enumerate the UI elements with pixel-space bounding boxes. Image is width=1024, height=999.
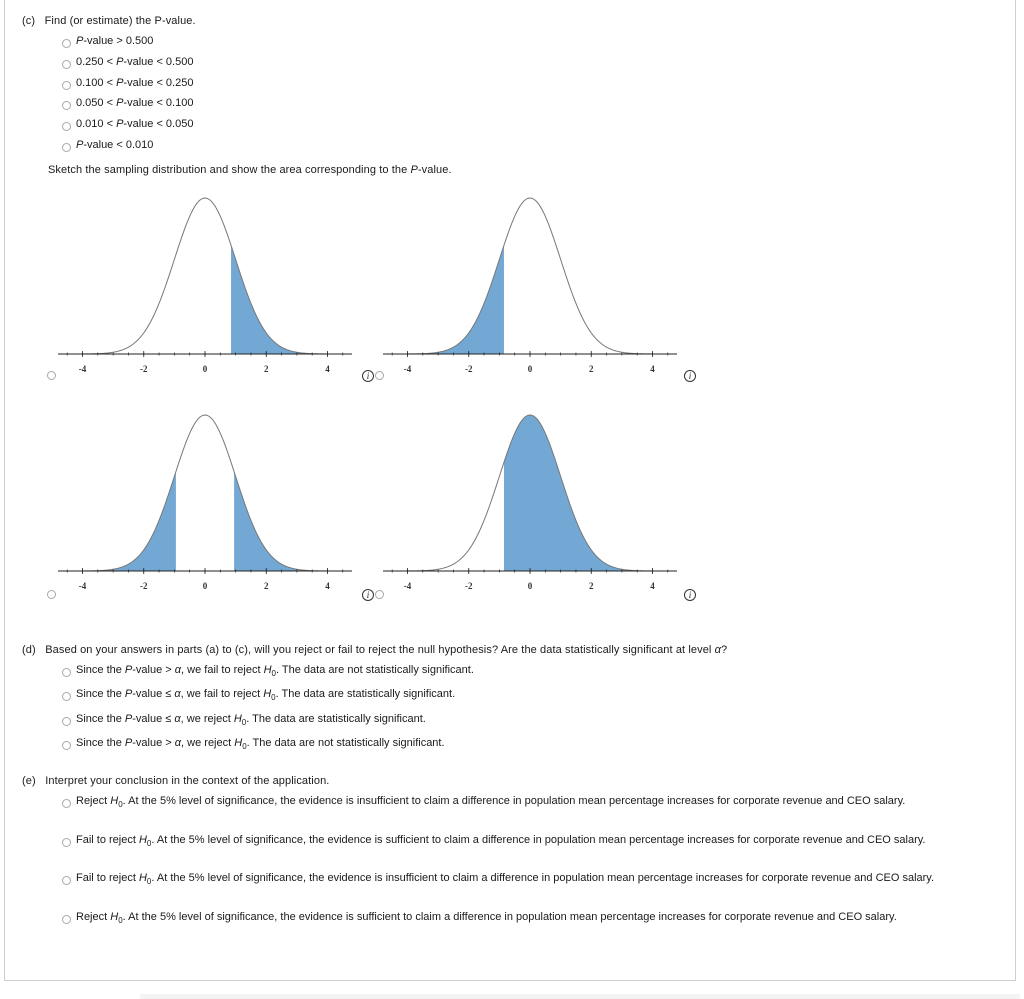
chart-right-of-negative bbox=[375, 407, 685, 607]
normal-curve bbox=[83, 415, 328, 571]
part-d-alpha: α bbox=[714, 644, 721, 656]
interpretation-option-label[interactable] bbox=[68, 870, 996, 890]
sketch-prompt bbox=[48, 164, 452, 176]
decision-option-radio[interactable] bbox=[62, 668, 71, 677]
option-post: -value < 0.500 bbox=[123, 55, 194, 68]
p-value-option-radio[interactable] bbox=[62, 39, 71, 48]
decision-option-label[interactable] bbox=[76, 664, 474, 678]
option-h: H bbox=[233, 712, 242, 725]
option-post: -value < 0.010 bbox=[83, 139, 154, 151]
shaded-area bbox=[408, 245, 504, 354]
option-h: H bbox=[138, 833, 147, 846]
chart-left-tail bbox=[375, 190, 685, 390]
option-sub: 0 bbox=[146, 877, 152, 887]
option-var: P bbox=[76, 35, 84, 47]
decision-option-radio[interactable] bbox=[62, 717, 71, 726]
option-alpha: α bbox=[174, 736, 182, 749]
p-value-option-label[interactable] bbox=[76, 56, 193, 68]
option-post: -value < 0.050 bbox=[123, 118, 194, 131]
info-glyph: i bbox=[688, 590, 692, 600]
decision-option-label[interactable] bbox=[76, 713, 426, 727]
option-post: -value < 0.100 bbox=[123, 97, 194, 110]
option-pre: Reject bbox=[76, 795, 111, 807]
option-pre: Fail to reject bbox=[76, 833, 139, 846]
chart-right-tail-info-icon[interactable] bbox=[362, 370, 374, 382]
shaded-area bbox=[83, 472, 176, 571]
x-tick-label: -4 bbox=[403, 364, 412, 374]
normal-curve bbox=[83, 198, 328, 354]
option-pre: 0.050 < bbox=[76, 97, 117, 110]
x-tick-label: -2 bbox=[465, 364, 473, 374]
info-glyph: i bbox=[366, 590, 370, 600]
option-h: H bbox=[263, 664, 272, 676]
option-p: P bbox=[124, 664, 133, 676]
option-a: -value ≤ bbox=[132, 688, 175, 701]
info-glyph: i bbox=[688, 371, 692, 381]
p-value-option-label[interactable] bbox=[76, 139, 153, 151]
x-tick-label: -2 bbox=[140, 581, 148, 591]
option-pre: Since the bbox=[76, 664, 125, 676]
shaded-area-2 bbox=[234, 472, 327, 571]
x-tick-label: -2 bbox=[465, 581, 473, 591]
option-h: H bbox=[234, 736, 243, 749]
option-h: H bbox=[110, 795, 119, 807]
option-post: -value < 0.250 bbox=[123, 76, 194, 89]
chart-two-tails-radio[interactable] bbox=[47, 590, 56, 599]
x-tick-label: 0 bbox=[527, 581, 533, 591]
x-tick-label: 4 bbox=[650, 364, 655, 374]
p-value-option-radio[interactable] bbox=[62, 81, 71, 90]
p-value-option-label[interactable] bbox=[76, 118, 193, 130]
option-b: , we fail to reject bbox=[180, 688, 264, 701]
option-post: -value > 0.500 bbox=[83, 35, 154, 47]
option-a: -value > bbox=[132, 664, 175, 676]
part-c-label: (c) bbox=[22, 15, 36, 27]
x-tick-label: 0 bbox=[527, 364, 533, 374]
option-post: . At the 5% level of significance, the evidence is insufficient to claim a difference in population mean percentage increases for corporate revenue and CEO salary. bbox=[122, 795, 906, 807]
option-var: P bbox=[116, 97, 124, 110]
option-alpha: α bbox=[174, 712, 181, 725]
x-tick-label: -4 bbox=[403, 581, 412, 591]
option-p: P bbox=[124, 736, 133, 749]
option-c: . The data are not statistically significant. bbox=[246, 736, 445, 749]
chart-right-of-negative-radio[interactable] bbox=[375, 590, 384, 599]
option-sub: 0 bbox=[146, 838, 152, 848]
option-post: . At the 5% level of significance, the evidence is sufficient to claim a difference in population mean percentage increases for corporate revenue and CEO salary. bbox=[122, 910, 897, 923]
chart-right-tail bbox=[50, 190, 360, 390]
option-sub: 0 bbox=[242, 742, 247, 752]
option-var: P bbox=[116, 118, 124, 131]
normal-curve bbox=[408, 198, 653, 354]
option-b: , we reject bbox=[180, 712, 234, 725]
chart-right-of-negative-info-icon[interactable] bbox=[684, 589, 696, 601]
option-pre: Since the bbox=[76, 712, 125, 725]
chart-left-tail-radio[interactable] bbox=[375, 371, 384, 380]
x-tick-label: -4 bbox=[78, 581, 87, 591]
option-c: . The data are statistically significant. bbox=[275, 688, 456, 701]
chart-right-tail-radio[interactable] bbox=[47, 371, 56, 380]
p-value-option-label[interactable] bbox=[76, 35, 153, 47]
x-tick-label: 2 bbox=[264, 364, 269, 374]
option-sub: 0 bbox=[241, 717, 247, 727]
option-var: P bbox=[76, 139, 84, 151]
part-e-label: (e) bbox=[22, 775, 36, 787]
p-value-option-radio[interactable] bbox=[62, 60, 71, 69]
interpretation-option-label[interactable] bbox=[68, 832, 996, 852]
option-pre: 0.100 < bbox=[76, 76, 117, 89]
x-tick-label: 0 bbox=[202, 364, 208, 374]
option-pre: Since the bbox=[76, 688, 125, 701]
chart-two-tails-info-icon[interactable] bbox=[362, 589, 374, 601]
option-b: , we reject bbox=[181, 736, 235, 749]
footer-shade bbox=[140, 994, 1020, 999]
option-var: P bbox=[116, 55, 124, 68]
x-tick-label: 4 bbox=[650, 581, 655, 591]
sketch-prompt-pre: Sketch the sampling distribution and show the area corresponding to the bbox=[48, 164, 411, 176]
option-c: . The data are statistically significant. bbox=[246, 712, 426, 725]
part-d-label: (d) bbox=[22, 644, 36, 656]
x-tick-label: 2 bbox=[589, 581, 594, 591]
p-value-option-radio[interactable] bbox=[62, 143, 71, 152]
option-var: P bbox=[116, 76, 124, 89]
option-a: -value ≤ bbox=[132, 712, 175, 725]
option-b: , we fail to reject bbox=[181, 664, 264, 676]
part-e-question bbox=[22, 775, 329, 787]
option-pre: 0.250 < bbox=[76, 55, 117, 68]
shaded-area bbox=[231, 245, 327, 354]
option-pre: Reject bbox=[76, 910, 111, 923]
option-h: H bbox=[110, 910, 119, 923]
option-sub: 0 bbox=[118, 800, 123, 810]
x-tick-label: 2 bbox=[264, 581, 269, 591]
option-a: -value > bbox=[132, 736, 175, 749]
part-d-question bbox=[22, 644, 727, 656]
option-sub: 0 bbox=[118, 915, 123, 925]
x-tick-label: -2 bbox=[140, 364, 148, 374]
option-pre: Fail to reject bbox=[76, 872, 139, 884]
option-alpha: α bbox=[174, 664, 182, 676]
chart-left-tail-info-icon[interactable] bbox=[684, 370, 696, 382]
x-tick-label: 4 bbox=[325, 364, 330, 374]
option-sub: 0 bbox=[271, 669, 276, 679]
sketch-prompt-post: -value. bbox=[417, 164, 452, 176]
option-p: P bbox=[124, 712, 133, 725]
decision-option-label[interactable] bbox=[76, 688, 455, 702]
part-d-question-text: Based on your answers in parts (a) to (c), will you reject or fail to reject the null hypothesis? Are the data statistically significant at level bbox=[45, 644, 715, 656]
part-c-question bbox=[22, 15, 196, 27]
option-pre: 0.010 < bbox=[76, 118, 117, 131]
option-p: P bbox=[124, 688, 133, 701]
part-d-question-end: ? bbox=[721, 644, 728, 656]
option-post: . At the 5% level of significance, the evidence is sufficient to claim a difference in population mean percentage increases for corporate revenue and CEO salary. bbox=[151, 833, 926, 846]
sketch-prompt-var: P bbox=[410, 164, 418, 176]
info-glyph: i bbox=[366, 371, 370, 381]
p-value-option-label[interactable] bbox=[76, 77, 193, 89]
decision-option-label[interactable] bbox=[76, 737, 445, 751]
x-tick-label: 2 bbox=[589, 364, 594, 374]
chart-two-tails bbox=[50, 407, 360, 607]
option-c: . The data are not statistically significant. bbox=[276, 664, 474, 676]
x-tick-label: -4 bbox=[78, 364, 87, 374]
part-e-question-text: Interpret your conclusion in the context of the application. bbox=[45, 775, 330, 787]
shaded-area bbox=[504, 415, 653, 571]
option-h: H bbox=[138, 872, 147, 884]
option-pre: Since the bbox=[76, 736, 125, 749]
option-post: . At the 5% level of significance, the evidence is insufficient to claim a difference in population mean percentage increases for corporate revenue and CEO salary. bbox=[151, 872, 935, 884]
decision-option-radio[interactable] bbox=[62, 741, 71, 750]
interpretation-option-label[interactable] bbox=[68, 793, 996, 813]
option-sub: 0 bbox=[271, 693, 276, 703]
x-tick-label: 0 bbox=[202, 581, 208, 591]
option-h: H bbox=[263, 688, 272, 701]
p-value-option-label[interactable] bbox=[76, 97, 193, 109]
part-c-question-text: Find (or estimate) the P-value. bbox=[44, 15, 196, 27]
x-tick-label: 4 bbox=[325, 581, 330, 591]
interpretation-option-label[interactable] bbox=[68, 909, 996, 929]
option-alpha: α bbox=[174, 688, 181, 701]
